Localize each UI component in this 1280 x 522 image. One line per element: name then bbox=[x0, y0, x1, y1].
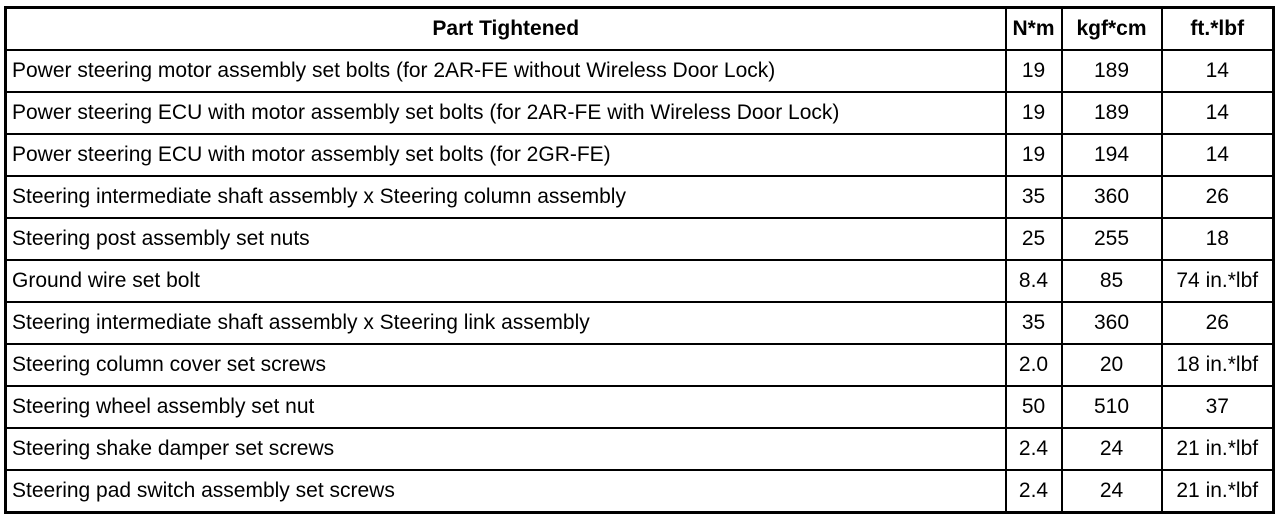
cell-nm: 35 bbox=[1006, 302, 1062, 344]
cell-part-tightened: Power steering ECU with motor assembly set bolts (for 2AR-FE with Wireless Door Lock) bbox=[6, 92, 1006, 134]
table-row bbox=[6, 386, 1274, 428]
cell-ft-lbf: 14 bbox=[1162, 50, 1274, 92]
cell-part-tightened: Steering intermediate shaft assembly x Steering column assembly bbox=[6, 176, 1006, 218]
cell-ft-lbf: 21 in.*lbf bbox=[1162, 428, 1274, 470]
cell-ft-lbf: 14 bbox=[1162, 134, 1274, 176]
cell-part-tightened: Steering column cover set screws bbox=[6, 344, 1006, 386]
cell-part-tightened: Steering intermediate shaft assembly x Steering link assembly bbox=[6, 302, 1006, 344]
table-row bbox=[6, 92, 1274, 134]
cell-part-tightened: Steering pad switch assembly set screws bbox=[6, 470, 1006, 513]
table-row bbox=[6, 218, 1274, 260]
cell-kgf-cm: 510 bbox=[1062, 386, 1162, 428]
cell-nm: 2.0 bbox=[1006, 344, 1062, 386]
cell-ft-lbf: 18 in.*lbf bbox=[1162, 344, 1274, 386]
cell-ft-lbf: 74 in.*lbf bbox=[1162, 260, 1274, 302]
table-row bbox=[6, 50, 1274, 92]
cell-ft-lbf: 26 bbox=[1162, 176, 1274, 218]
cell-ft-lbf: 18 bbox=[1162, 218, 1274, 260]
cell-nm: 8.4 bbox=[1006, 260, 1062, 302]
header-nm: N*m bbox=[1006, 8, 1062, 51]
cell-nm: 2.4 bbox=[1006, 470, 1062, 513]
torque-specification-table bbox=[4, 6, 1275, 514]
cell-nm: 19 bbox=[1006, 50, 1062, 92]
cell-kgf-cm: 20 bbox=[1062, 344, 1162, 386]
table-row bbox=[6, 470, 1274, 513]
cell-kgf-cm: 360 bbox=[1062, 176, 1162, 218]
cell-kgf-cm: 24 bbox=[1062, 428, 1162, 470]
table-row bbox=[6, 344, 1274, 386]
header-ft-lbf: ft.*lbf bbox=[1162, 8, 1274, 51]
table-header-row bbox=[6, 8, 1274, 51]
cell-kgf-cm: 194 bbox=[1062, 134, 1162, 176]
header-part-tightened: Part Tightened bbox=[6, 8, 1006, 51]
cell-part-tightened: Ground wire set bolt bbox=[6, 260, 1006, 302]
cell-kgf-cm: 189 bbox=[1062, 92, 1162, 134]
cell-nm: 19 bbox=[1006, 134, 1062, 176]
table-row bbox=[6, 176, 1274, 218]
cell-kgf-cm: 255 bbox=[1062, 218, 1162, 260]
cell-part-tightened: Steering wheel assembly set nut bbox=[6, 386, 1006, 428]
cell-part-tightened: Power steering motor assembly set bolts (for 2AR-FE without Wireless Door Lock) bbox=[6, 50, 1006, 92]
cell-nm: 19 bbox=[1006, 92, 1062, 134]
cell-ft-lbf: 21 in.*lbf bbox=[1162, 470, 1274, 513]
cell-kgf-cm: 24 bbox=[1062, 470, 1162, 513]
table-row bbox=[6, 260, 1274, 302]
cell-kgf-cm: 85 bbox=[1062, 260, 1162, 302]
header-kgf-cm: kgf*cm bbox=[1062, 8, 1162, 51]
cell-nm: 2.4 bbox=[1006, 428, 1062, 470]
table-row bbox=[6, 134, 1274, 176]
cell-kgf-cm: 189 bbox=[1062, 50, 1162, 92]
cell-ft-lbf: 26 bbox=[1162, 302, 1274, 344]
cell-nm: 25 bbox=[1006, 218, 1062, 260]
table-row bbox=[6, 302, 1274, 344]
table-body bbox=[6, 50, 1274, 513]
cell-part-tightened: Steering post assembly set nuts bbox=[6, 218, 1006, 260]
cell-nm: 50 bbox=[1006, 386, 1062, 428]
cell-part-tightened: Power steering ECU with motor assembly set bolts (for 2GR-FE) bbox=[6, 134, 1006, 176]
cell-ft-lbf: 37 bbox=[1162, 386, 1274, 428]
cell-kgf-cm: 360 bbox=[1062, 302, 1162, 344]
cell-ft-lbf: 14 bbox=[1162, 92, 1274, 134]
cell-nm: 35 bbox=[1006, 176, 1062, 218]
cell-part-tightened: Steering shake damper set screws bbox=[6, 428, 1006, 470]
table-row bbox=[6, 428, 1274, 470]
